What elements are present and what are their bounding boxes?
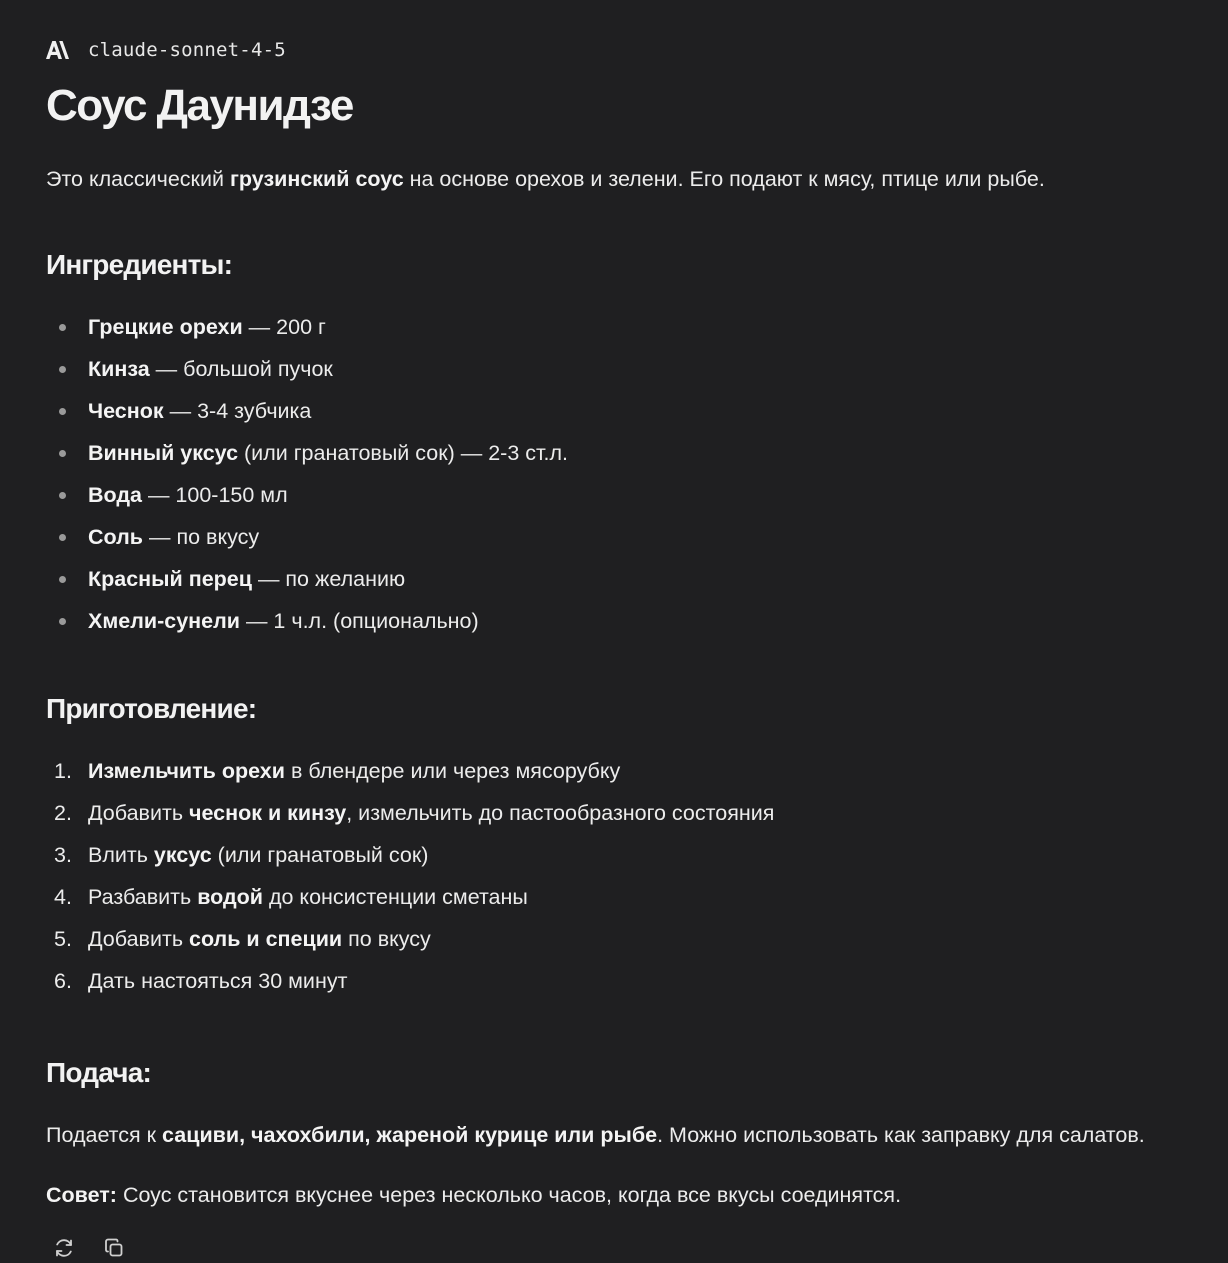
steps-heading: Приготовление: — [46, 693, 257, 724]
step-item — [46, 755, 1206, 797]
step-bold: соль и специи — [189, 927, 343, 951]
step-bold: чеснок и кинзу — [189, 801, 347, 825]
tip-text: Соус становится вкуснее через несколько часов, когда все вкусы соединятся. — [116, 1183, 902, 1207]
serving-paragraph — [46, 1119, 1206, 1151]
step-item — [46, 797, 1206, 839]
bullet-icon — [59, 366, 66, 373]
copy-button[interactable] — [102, 1236, 126, 1260]
serving-heading: Подача: — [46, 1057, 152, 1088]
intro-text-after: на основе орехов и зелени. Его подают к мясу, птице или рыбе. — [403, 167, 1045, 191]
ingredient-amount: — по желанию — [251, 567, 406, 591]
step-bold: Измельчить орехи — [88, 759, 285, 783]
bullet-icon — [59, 324, 66, 331]
ingredient-amount: — большой пучок — [149, 357, 333, 381]
ingredient-item — [46, 479, 1206, 521]
ingredient-name: Вода — [88, 483, 142, 507]
ingredient-item — [46, 311, 1206, 353]
step-text: Влить — [88, 843, 154, 867]
step-text: Дать настояться 30 минут — [88, 969, 348, 993]
step-text: по вкусу — [342, 927, 431, 951]
ingredient-name: Соль — [88, 525, 143, 549]
step-number: 3. — [54, 843, 72, 867]
step-item — [46, 965, 1206, 1007]
retry-button[interactable] — [52, 1236, 76, 1260]
serving-text-after: . Можно использовать как заправку для салатов. — [657, 1123, 1145, 1147]
tip-label: Совет: — [46, 1183, 117, 1207]
bullet-icon — [59, 618, 66, 625]
steps-list — [46, 755, 1206, 1007]
copy-icon — [102, 1236, 126, 1260]
retry-icon — [52, 1236, 76, 1260]
ingredient-item — [46, 437, 1206, 479]
serving-text-before: Подается к — [46, 1123, 163, 1147]
ingredient-item — [46, 395, 1206, 437]
intro-bold: грузинский соус — [229, 167, 404, 191]
ingredient-name: Хмели-сунели — [88, 609, 240, 633]
bullet-icon — [59, 534, 66, 541]
bullet-icon — [59, 408, 66, 415]
step-item — [46, 923, 1206, 965]
step-number: 6. — [54, 969, 72, 993]
message-content — [46, 36, 1206, 1211]
step-text: , измельчить до пастообразного состояния — [346, 801, 775, 825]
step-text: Добавить — [88, 927, 189, 951]
serving-bold: сациви, чахохбили, жареной курице или рыбе — [162, 1123, 658, 1147]
step-number: 2. — [54, 801, 72, 825]
step-item — [46, 881, 1206, 923]
intro-text-before: Это классический — [46, 167, 230, 191]
step-text: (или гранатовый сок) — [211, 843, 429, 867]
ingredient-amount: — 200 г — [242, 315, 326, 339]
step-bold: водой — [197, 885, 263, 909]
ingredients-list — [46, 311, 1206, 647]
ingredient-amount: — 3-4 зубчика — [163, 399, 312, 423]
bullet-icon — [59, 492, 66, 499]
ingredient-name: Красный перец — [88, 567, 252, 591]
message-actions — [52, 1236, 126, 1260]
model-header — [46, 36, 1206, 64]
page-title: Соус Даунидзе — [46, 81, 353, 130]
ingredients-heading: Ингредиенты: — [46, 249, 233, 280]
anthropic-logo-icon — [46, 41, 70, 59]
step-item — [46, 839, 1206, 881]
ingredient-item — [46, 353, 1206, 395]
ingredient-name: Чеснок — [88, 399, 164, 423]
step-number: 5. — [54, 927, 72, 951]
step-bold: уксус — [153, 843, 212, 867]
ingredient-item — [46, 605, 1206, 647]
bullet-icon — [59, 450, 66, 457]
ingredient-name: Грецкие орехи — [88, 315, 243, 339]
ingredient-item — [46, 563, 1206, 605]
model-name: claude-sonnet-4-5 — [88, 39, 286, 61]
ingredient-name: Винный уксус — [88, 441, 239, 465]
step-text: Добавить — [88, 801, 189, 825]
ingredient-name: Кинза — [88, 357, 150, 381]
tip-paragraph — [46, 1179, 1206, 1211]
step-number: 4. — [54, 885, 72, 909]
ingredient-item — [46, 521, 1206, 563]
ingredient-amount: (или гранатовый сок) — 2-3 ст.л. — [238, 441, 568, 465]
ingredient-amount: — 1 ч.л. (опционально) — [239, 609, 479, 633]
ingredient-amount: — 100-150 мл — [141, 483, 288, 507]
step-text: в блендере или через мясорубку — [285, 759, 621, 783]
step-text: до консистенции сметаны — [262, 885, 528, 909]
bullet-icon — [59, 576, 66, 583]
intro-paragraph — [46, 163, 1206, 195]
step-number: 1. — [54, 759, 72, 783]
ingredient-amount: — по вкусу — [143, 525, 260, 549]
step-text: Разбавить — [88, 885, 198, 909]
